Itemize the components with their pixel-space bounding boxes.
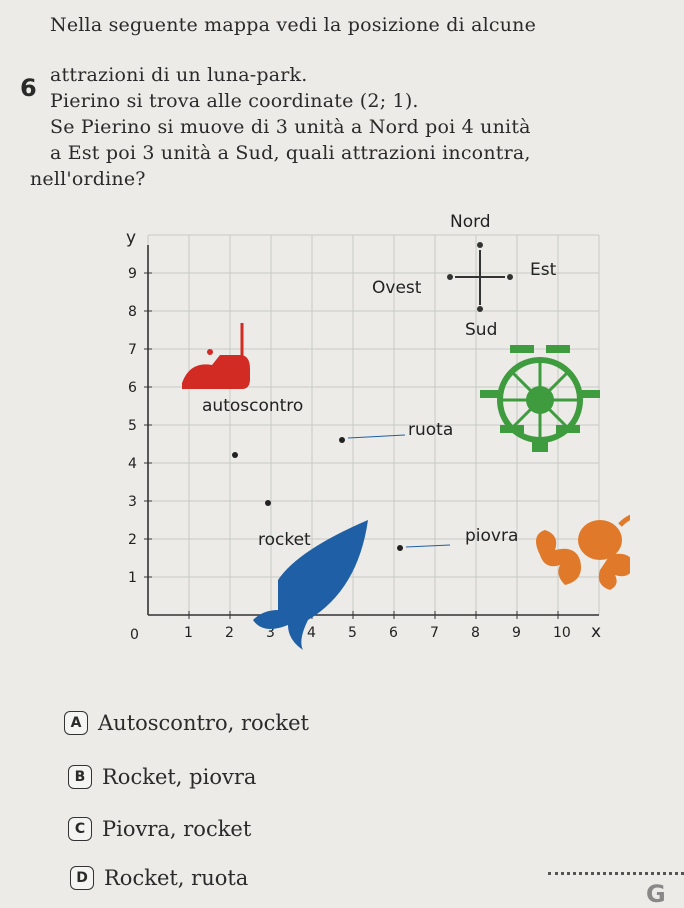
compass-north: Nord [450, 212, 491, 232]
choice-text: Autoscontro, rocket [98, 711, 309, 735]
label-piovra: piovra [465, 526, 519, 546]
footer-letter: G [646, 880, 666, 908]
map-axes [126, 228, 601, 643]
y-tick-label: 1 [128, 570, 137, 586]
x-tick-label: 3 [266, 625, 275, 641]
choice-text: Rocket, ruota [104, 866, 249, 890]
y-tick-label: 7 [128, 342, 137, 358]
x-tick-label: 9 [512, 625, 521, 641]
x-tick-label: 8 [471, 625, 480, 641]
x-tick-label: 6 [389, 625, 398, 641]
question-line: attrazioni di un luna-park. [50, 64, 308, 86]
label-ruota: ruota [408, 420, 454, 440]
choice-letter: D [70, 866, 94, 890]
y-tick-label: 8 [128, 304, 137, 320]
choice-d[interactable] [70, 866, 248, 890]
y-axis-label: y [126, 228, 137, 248]
question-line: Pierino si trova alle coordinate (2; 1). [50, 90, 419, 112]
exercise-number: 6 [20, 74, 37, 102]
piovra-icon [536, 516, 630, 590]
compass-east: Est [530, 260, 557, 280]
x-tick-label: 7 [430, 625, 439, 641]
question-line: Nella seguente mappa vedi la posizione di alcune [50, 14, 537, 36]
choice-c[interactable] [68, 817, 251, 841]
choice-text: Piovra, rocket [102, 817, 252, 841]
x-tick-label: 10 [553, 625, 571, 641]
x-tick-label: 1 [184, 625, 193, 641]
x-tick-label: 2 [225, 625, 234, 641]
x-axis-label: x [591, 622, 602, 642]
y-tick-label: 6 [128, 380, 137, 396]
autoscontro-icon [182, 323, 250, 389]
compass-west: Ovest [372, 278, 422, 298]
label-autoscontro: autoscontro [202, 396, 304, 416]
choice-text: Rocket, piovra [102, 765, 257, 789]
answer-line [548, 872, 684, 875]
compass [372, 212, 557, 340]
origin-label: 0 [130, 627, 139, 643]
choice-b[interactable] [68, 765, 256, 789]
compass-south: Sud [465, 320, 498, 340]
luna-park-map [70, 195, 630, 705]
x-tick-label: 4 [307, 625, 316, 641]
label-rocket: rocket [258, 530, 311, 550]
question-line: Se Pierino si muove di 3 unità a Nord poi 4 unità [50, 116, 531, 138]
question-line: a Est poi 3 unità a Sud, quali attrazioni incontra, [50, 142, 531, 164]
ruota-icon [480, 345, 600, 452]
y-tick-label: 4 [128, 456, 137, 472]
choice-letter: A [64, 711, 88, 735]
choice-letter: B [68, 765, 92, 789]
question-line: nell'ordine? [30, 168, 146, 190]
y-tick-label: 5 [128, 418, 137, 434]
y-tick-label: 2 [128, 532, 137, 548]
x-tick-label: 5 [348, 625, 357, 641]
y-tick-label: 9 [128, 266, 137, 282]
y-tick-label: 3 [128, 494, 137, 510]
choice-a[interactable] [64, 711, 309, 735]
choice-letter: C [68, 817, 92, 841]
